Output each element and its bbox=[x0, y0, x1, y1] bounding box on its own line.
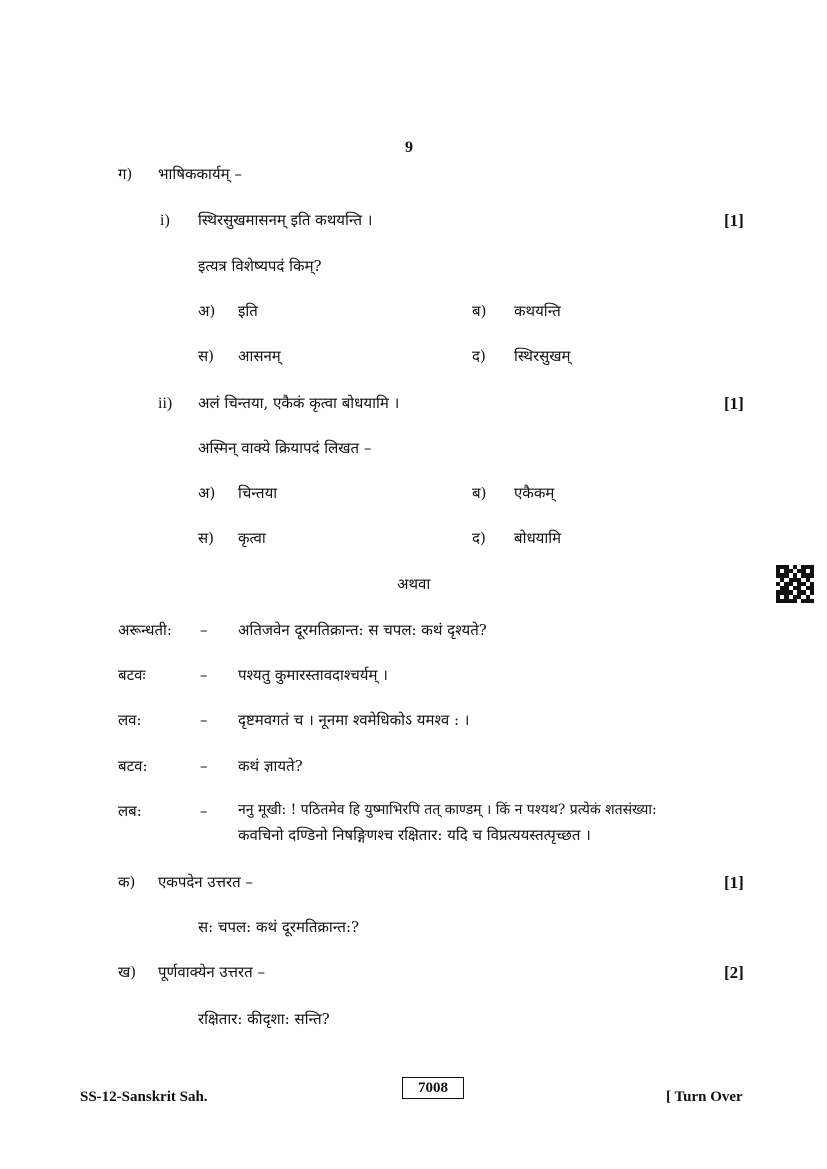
option-label: ब) bbox=[472, 484, 487, 502]
dialogue-speaker: बटव: bbox=[118, 757, 148, 775]
question-prompt: इत्यत्र विशेष्यपदं किम्? bbox=[198, 257, 322, 275]
dialogue-line: कथं ज्ञायते? bbox=[238, 757, 303, 775]
dialogue-speaker: बटवः bbox=[118, 666, 146, 684]
option-text: बोधयामि bbox=[514, 529, 562, 547]
question-sentence: स्थिरसुखमासनम् इति कथयन्ति । bbox=[198, 211, 373, 229]
option-text: एकैकम् bbox=[514, 484, 555, 502]
option-label: स) bbox=[198, 347, 214, 365]
marks-label: [1] bbox=[724, 211, 744, 230]
part-instruction: पूर्णवाक्येन उत्तरत – bbox=[158, 963, 265, 981]
dialogue-line: ननु मूखी: ! पठितमेव हि युष्माभिरपि तत् काण्डम् । किं न पश्यथ? प्रत्येकं शतसंख्या: bbox=[238, 802, 657, 818]
question-number: ii) bbox=[158, 395, 173, 412]
part-question: स: चपल: कथं दूरमतिक्रान्त:? bbox=[198, 918, 360, 936]
marks-label: [1] bbox=[724, 873, 744, 892]
part-question: रक्षितार: कीदृशा: सन्ति? bbox=[198, 1010, 330, 1028]
section-title: भाषिककार्यम् – bbox=[158, 165, 242, 183]
dialogue-dash: – bbox=[200, 757, 208, 775]
option-text: कृत्वा bbox=[238, 529, 266, 547]
part-label: ख) bbox=[118, 963, 137, 981]
dialogue-line: अतिजवेन दूरमतिक्रान्त: स चपल: कथं दृश्यते? bbox=[238, 621, 487, 639]
turn-over-label: [ Turn Over bbox=[666, 1089, 743, 1105]
question-number: i) bbox=[160, 212, 170, 229]
marks-label: [1] bbox=[724, 394, 744, 413]
marks-label: [2] bbox=[724, 963, 744, 982]
option-label: अ) bbox=[198, 302, 216, 320]
option-label: स) bbox=[198, 529, 214, 547]
dialogue-dash: – bbox=[200, 802, 208, 820]
option-text: स्थिरसुखम् bbox=[514, 347, 571, 365]
section-label: ग) bbox=[118, 165, 133, 183]
dialogue-line: पश्यतु कुमारस्तावदाश्चर्यम् । bbox=[238, 666, 388, 684]
qr-code-icon bbox=[776, 565, 814, 603]
part-instruction: एकपदेन उत्तरत – bbox=[158, 873, 253, 891]
dialogue-dash: – bbox=[200, 711, 208, 729]
question-prompt: अस्मिन् वाक्ये क्रियापदं लिखत – bbox=[198, 439, 372, 457]
paper-code: 7008 bbox=[402, 1077, 464, 1099]
subject-code: SS-12-Sanskrit Sah. bbox=[80, 1089, 208, 1105]
page-number: 9 bbox=[405, 139, 413, 156]
dialogue-dash: – bbox=[200, 621, 208, 639]
option-text: कथयन्ति bbox=[514, 302, 561, 320]
or-divider-label: अथवा bbox=[397, 575, 431, 593]
dialogue-dash: – bbox=[200, 666, 208, 684]
option-text: इति bbox=[238, 302, 258, 320]
option-label: ब) bbox=[472, 302, 487, 320]
option-label: अ) bbox=[198, 484, 216, 502]
question-sentence: अलं चिन्तया, एकैकं कृत्वा बोधयामि । bbox=[198, 394, 400, 412]
option-label: द) bbox=[472, 529, 486, 547]
option-text: चिन्तया bbox=[238, 484, 278, 502]
dialogue-speaker: अरून्धती: bbox=[118, 621, 172, 639]
option-text: आसनम् bbox=[238, 347, 281, 365]
dialogue-line-continued: कवचिनो दण्डिनो निषङ्गिणश्च रक्षितार: यदि च विप्रत्ययस्तत्पृच्छत । bbox=[238, 826, 591, 844]
dialogue-speaker: लव: bbox=[118, 711, 142, 729]
option-label: द) bbox=[472, 347, 486, 365]
part-label: क) bbox=[118, 873, 136, 891]
dialogue-line: दृष्टमवगतं च । नूनमा श्वमेधिकोऽ यमश्व : । bbox=[238, 711, 470, 729]
dialogue-speaker: लब: bbox=[118, 802, 142, 820]
